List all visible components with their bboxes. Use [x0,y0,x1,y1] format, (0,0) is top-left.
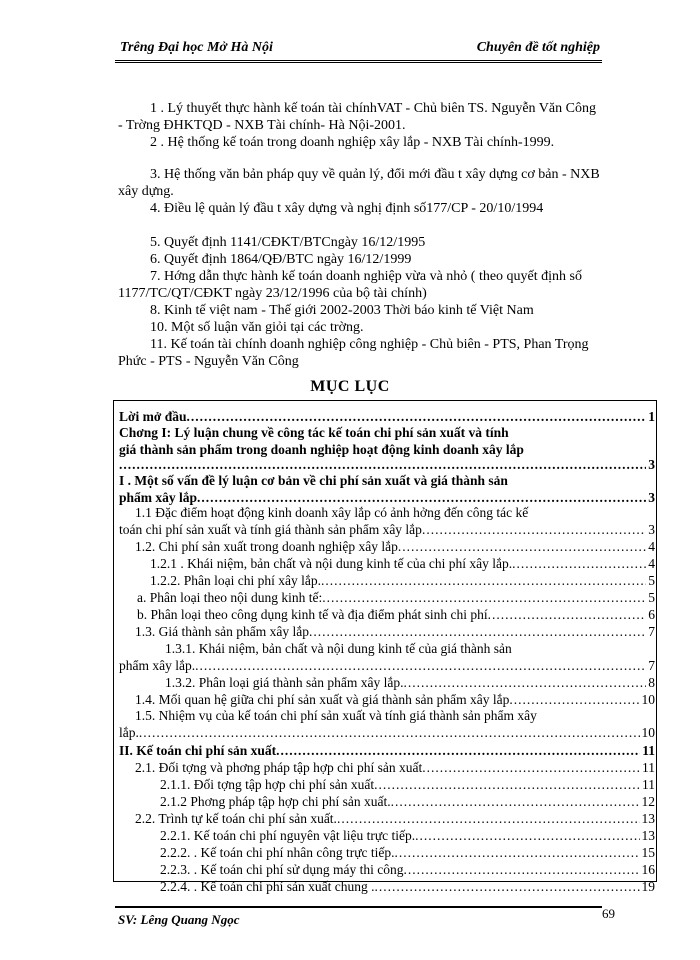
toc-entry[interactable] [160,878,655,895]
reference-10: 10. Một số luận văn giỏi tại các trờng. [150,320,364,335]
toc-entry-text: 1.2. Chi phí sản xuất trong doanh nghiệp xây lắp [135,539,398,554]
toc-entry-page: 3 [648,522,655,537]
toc-entry-line1: Chơng I: Lý luận chung về công tác kế toán chi phí sản xuất và tính [119,425,509,440]
footer-rule [115,906,602,908]
toc-entry-line1: I . Một số vấn đề lý luận cơ bản về chi phí sản xuất và giá thành sản [119,473,508,488]
toc-entry[interactable] [135,810,655,827]
toc-entry-page: 6 [648,607,655,622]
toc-entry-page: 8 [648,675,655,690]
toc-entry-page: 11 [642,743,655,758]
toc-title: MỤC LỤC [310,378,390,395]
toc-entry-page: 7 [648,624,655,639]
toc-entry-page: 13 [641,811,655,826]
reference-1: 1 . Lý thuyết thực hành kế toán tài chínhVAT - Chủ biên TS. Nguyễn Văn Công - Trờng ĐHKTQD - NXB Tài chính- Hà Nội-2001. [118,101,596,133]
toc-entry[interactable] [150,572,655,589]
toc-entry[interactable] [119,521,655,538]
header-rule [115,60,602,63]
toc-entry[interactable] [137,589,655,606]
reference-11: 11. Kế toán tài chính doanh nghiệp công nghiệp - Chủ biên - PTS, Phan Trọng Phức - PTS - Nguyễn Văn Công [118,337,589,369]
toc-entry[interactable] [165,674,655,691]
toc-entry-text: 2.1. Đối tợng và phơng pháp tập hợp chi phí sản xuất [135,760,423,775]
toc-entry-page: 3 [648,457,655,472]
toc-entry-text: 1.2.1 . Khái niệm, bản chất và nội dung kinh tế của chi phí xây lắp. [150,556,513,571]
toc-entry-page: 10 [641,692,655,707]
toc-entry-page: 1 [648,409,655,424]
toc-entry-page: 3 [648,490,655,505]
toc-entry-text: phẩm xây lắp. [119,658,196,673]
toc-entry[interactable] [160,861,655,878]
toc-entry[interactable] [160,776,655,793]
toc-entry-text: 1.2.2. Phân loại chi phí xây lắp. [150,573,321,588]
toc-entry[interactable] [119,456,655,473]
toc-entry-text: toán chi phí sản xuất và tính giá thành sản phẩm xây lắp [119,522,422,537]
footer-author: SV: Lêng Quang Ngọc [118,912,240,927]
reference-6: 6. Quyết định 1864/QĐ/BTC ngày 16/12/1999 [150,252,412,267]
toc-entry-page: 13 [641,828,655,843]
toc-entry[interactable] [137,606,655,623]
toc-entry-text: 2.2. Trình tự kế toán chi phí sản xuất. [135,811,337,826]
toc-entry-text: 2.1.2 Phơng pháp tập hợp chi phí sản xuất. [160,794,391,809]
toc-entry-page: 5 [648,590,655,605]
reference-8: 8. Kinh tế việt nam - Thế giới 2002-2003 Thời báo kinh tế Việt Nam [150,303,534,318]
toc-entry-text: 2.2.3. . Kế toán chi phí sử dụng máy thi công [160,862,404,877]
reference-2: 2 . Hệ thống kế toán trong doanh nghiệp xây lắp - NXB Tài chính-1999. [150,135,555,150]
page-number: 69 [602,906,615,921]
toc-entry[interactable] [160,844,655,861]
toc-entry[interactable] [135,759,655,776]
toc-entry-text: 1.3.2. Phân loại giá thành sản phẩm xây lắp. [165,675,404,690]
toc-entry-page: 16 [641,862,655,877]
toc-entry-text: b. Phân loại theo công dụng kinh tế và địa điểm phát sinh chi phí [137,607,488,622]
header-school: Trêng Đại học Mở Hà Nội [120,40,273,55]
toc-entry-page: 15 [641,845,655,860]
toc-entry-page: 4 [648,556,655,571]
toc-entry[interactable] [119,408,655,425]
toc-entry-text: 1.3. Giá thành sản phẩm xây lắp [135,624,309,639]
toc-entry-text: a. Phân loại theo nội dung kinh tế: [137,590,323,605]
toc-entry[interactable] [135,623,655,640]
toc-entry-line2: giá thành sản phẩm trong doanh nghiệp hoạt động kinh doanh xây lắp [119,442,524,457]
toc-entry[interactable] [160,827,655,844]
toc-entry-line1: 1.3.1. Khái niệm, bản chất và nội dung kinh tế của giá thành sản [165,641,512,656]
toc-entry[interactable] [119,742,655,759]
toc-entry-text: 2.2.4. . Kế toán chi phí sản xuất chung . [160,879,375,894]
toc-entry[interactable] [119,657,655,674]
toc-entry-page: 11 [642,777,655,792]
toc-entry[interactable] [119,724,655,741]
toc-entry-page: 7 [648,658,655,673]
toc-entry[interactable] [150,555,655,572]
reference-7: 7. Hớng dẫn thực hành kế toán doanh nghiệp vừa và nhỏ ( theo quyết định số 1177/TC/QT/CĐKT ngày 23/12/1996 của bộ tài chính) [118,269,582,301]
toc-entry-text: 1.4. Mối quan hệ giữa chi phí sản xuất và giá thành sản phẩm xây lắp [135,692,510,707]
toc-entry-text: II. Kế toán chi phí sản xuất [119,743,277,758]
toc-entry-text: phẩm xây lắp [119,490,198,505]
reference-4: 4. Điều lệ quản lý đầu t xây dựng và nghị định số177/CP - 20/10/1994 [150,201,544,216]
toc-entry-page: 12 [641,794,655,809]
toc-entry-text: 2.2.2. . Kế toán chi phí nhân công trực tiếp. [160,845,395,860]
toc-entry-text: 2.2.1. Kế toán chi phí nguyên vật liệu trực tiếp. [160,828,416,843]
toc-entry-page: 10 [641,725,655,740]
reference-3: 3. Hệ thống văn bản pháp quy về quản lý, đổi mới đầu t xây dựng cơ bản - NXB xây dựng. [118,167,600,199]
toc-entry[interactable] [135,538,655,555]
toc-entry[interactable] [135,691,655,708]
toc-entry-page: 11 [642,760,655,775]
header-doc-type: Chuyên đề tốt nghiệp [476,40,600,55]
toc-entry-line1: 1.1 Đặc điểm hoạt động kinh doanh xây lắp có ảnh hởng đến công tác kế [135,505,529,520]
toc-entry-line1: 1.5. Nhiệm vụ của kế toán chi phí sản xuất và tính giá thành sản phẩm xây [135,708,537,723]
toc-entry-page: 5 [648,573,655,588]
toc-entry-text: Lời mở đầu [119,409,187,424]
toc-entry-text: 2.1.1. Đối tợng tập hợp chi phí sản xuất [160,777,375,792]
toc-entry-text: lắp. [119,725,139,740]
reference-5: 5. Quyết định 1141/CĐKT/BTCngày 16/12/1995 [150,235,426,250]
toc-entry-page: 19 [641,879,655,894]
toc-entry-page: 4 [648,539,655,554]
toc-entry[interactable] [160,793,655,810]
